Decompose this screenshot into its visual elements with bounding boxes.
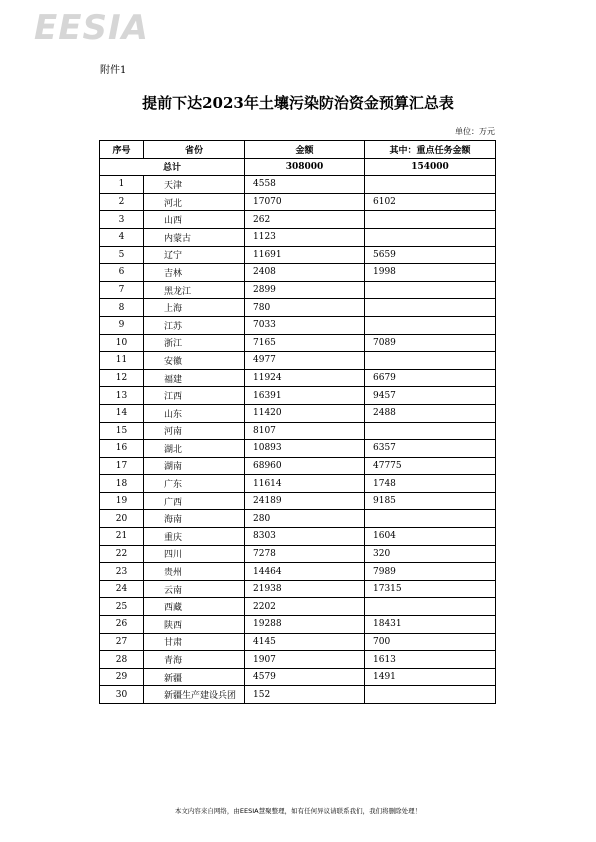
row-amount: 4977 (245, 352, 365, 370)
row-key-amount (365, 422, 496, 440)
row-no: 14 (100, 404, 144, 422)
row-key-amount (365, 598, 496, 616)
row-amount: 2202 (245, 598, 365, 616)
row-key-amount: 1748 (365, 475, 496, 493)
row-province: 福建 (144, 369, 245, 387)
table-row (100, 492, 496, 510)
row-no: 29 (100, 668, 144, 686)
row-no: 11 (100, 352, 144, 370)
row-amount: 16391 (245, 387, 365, 405)
row-key-amount: 6679 (365, 369, 496, 387)
row-province: 广西 (144, 492, 245, 510)
table-row (100, 651, 496, 669)
row-key-amount: 1613 (365, 651, 496, 669)
table-header-row (100, 141, 496, 159)
row-province: 辽宁 (144, 246, 245, 264)
table-row (100, 668, 496, 686)
row-amount: 21938 (245, 580, 365, 598)
row-amount: 10893 (245, 440, 365, 458)
row-province: 内蒙古 (144, 228, 245, 246)
budget-table (99, 140, 496, 704)
row-no: 1 (100, 176, 144, 194)
table-row (100, 686, 496, 704)
row-province: 山东 (144, 404, 245, 422)
row-key-amount: 9457 (365, 387, 496, 405)
row-province: 云南 (144, 580, 245, 598)
table-row (100, 510, 496, 528)
row-no: 4 (100, 228, 144, 246)
table-row (100, 246, 496, 264)
table-row (100, 457, 496, 475)
row-province: 湖北 (144, 440, 245, 458)
row-province: 山西 (144, 211, 245, 229)
row-key-amount: 1491 (365, 668, 496, 686)
table-row (100, 616, 496, 634)
row-province: 新疆生产建设兵团 (144, 686, 245, 704)
row-amount: 4579 (245, 668, 365, 686)
table-row (100, 369, 496, 387)
row-amount: 11691 (245, 246, 365, 264)
row-key-amount (365, 211, 496, 229)
row-no: 21 (100, 528, 144, 546)
table-row (100, 598, 496, 616)
row-province: 贵州 (144, 563, 245, 581)
row-province: 上海 (144, 299, 245, 317)
row-amount: 4558 (245, 176, 365, 194)
row-amount: 4145 (245, 633, 365, 651)
row-province: 广东 (144, 475, 245, 493)
row-key-amount: 17315 (365, 580, 496, 598)
row-province: 湖南 (144, 457, 245, 475)
row-amount: 780 (245, 299, 365, 317)
row-key-amount: 5659 (365, 246, 496, 264)
row-no: 8 (100, 299, 144, 317)
row-no: 13 (100, 387, 144, 405)
total-amount: 308000 (245, 158, 365, 176)
row-amount: 1123 (245, 228, 365, 246)
table-row (100, 422, 496, 440)
row-amount: 1907 (245, 651, 365, 669)
row-province: 江苏 (144, 316, 245, 334)
table-row (100, 352, 496, 370)
row-key-amount (365, 228, 496, 246)
row-key-amount: 1998 (365, 264, 496, 282)
table-row (100, 633, 496, 651)
eesia-logo: EESIA (34, 8, 149, 48)
row-key-amount: 6102 (365, 193, 496, 211)
row-no: 28 (100, 651, 144, 669)
row-no: 10 (100, 334, 144, 352)
table-row (100, 545, 496, 563)
row-no: 16 (100, 440, 144, 458)
header-province: 省份 (144, 141, 245, 159)
row-key-amount: 9185 (365, 492, 496, 510)
row-key-amount: 18431 (365, 616, 496, 634)
row-province: 陕西 (144, 616, 245, 634)
row-province: 天津 (144, 176, 245, 194)
table-row (100, 281, 496, 299)
unit-label: 单位：万元 (455, 127, 495, 136)
row-amount: 19288 (245, 616, 365, 634)
table-row (100, 475, 496, 493)
table-row (100, 580, 496, 598)
table-row (100, 528, 496, 546)
row-amount: 262 (245, 211, 365, 229)
row-no: 26 (100, 616, 144, 634)
footer-note: 本文内容来自网络，由EESIA慧聚整理，如有任何异议请联系我们，我们将删除处理！ (174, 807, 422, 815)
row-amount: 7165 (245, 334, 365, 352)
row-key-amount: 47775 (365, 457, 496, 475)
table-row (100, 316, 496, 334)
row-no: 19 (100, 492, 144, 510)
table-row (100, 228, 496, 246)
table-row (100, 299, 496, 317)
row-province: 浙江 (144, 334, 245, 352)
row-amount: 7033 (245, 316, 365, 334)
row-no: 20 (100, 510, 144, 528)
total-row (100, 158, 496, 176)
header-no: 序号 (100, 141, 144, 159)
row-no: 5 (100, 246, 144, 264)
row-no: 22 (100, 545, 144, 563)
row-no: 12 (100, 369, 144, 387)
table-row (100, 387, 496, 405)
row-province: 安徽 (144, 352, 245, 370)
row-amount: 11614 (245, 475, 365, 493)
row-amount: 14464 (245, 563, 365, 581)
row-key-amount (365, 316, 496, 334)
row-key-amount (365, 299, 496, 317)
row-amount: 7278 (245, 545, 365, 563)
row-key-amount: 1604 (365, 528, 496, 546)
row-province: 河北 (144, 193, 245, 211)
row-no: 18 (100, 475, 144, 493)
row-no: 25 (100, 598, 144, 616)
table-row (100, 211, 496, 229)
header-key-amount: 其中：重点任务金额 (365, 141, 496, 159)
row-province: 海南 (144, 510, 245, 528)
row-amount: 8107 (245, 422, 365, 440)
row-amount: 280 (245, 510, 365, 528)
row-key-amount: 6357 (365, 440, 496, 458)
row-no: 9 (100, 316, 144, 334)
row-province: 吉林 (144, 264, 245, 282)
row-no: 24 (100, 580, 144, 598)
row-no: 7 (100, 281, 144, 299)
row-no: 6 (100, 264, 144, 282)
table-row (100, 563, 496, 581)
row-key-amount (365, 686, 496, 704)
table-row (100, 440, 496, 458)
row-amount: 152 (245, 686, 365, 704)
row-province: 青海 (144, 651, 245, 669)
row-amount: 17070 (245, 193, 365, 211)
total-key-amount: 154000 (365, 158, 496, 176)
row-amount: 68960 (245, 457, 365, 475)
row-key-amount: 2488 (365, 404, 496, 422)
table-row (100, 193, 496, 211)
row-no: 23 (100, 563, 144, 581)
row-key-amount (365, 510, 496, 528)
row-key-amount: 700 (365, 633, 496, 651)
row-province: 甘肃 (144, 633, 245, 651)
row-province: 新疆 (144, 668, 245, 686)
row-province: 黑龙江 (144, 281, 245, 299)
row-amount: 2899 (245, 281, 365, 299)
table-row (100, 334, 496, 352)
header-amount: 金额 (245, 141, 365, 159)
page-title: 提前下达2023年土壤污染防治资金预算汇总表 (142, 94, 454, 112)
row-no: 3 (100, 211, 144, 229)
row-key-amount: 7089 (365, 334, 496, 352)
row-amount: 24189 (245, 492, 365, 510)
row-key-amount (365, 281, 496, 299)
row-province: 西藏 (144, 598, 245, 616)
row-key-amount (365, 176, 496, 194)
row-key-amount: 7989 (365, 563, 496, 581)
row-province: 四川 (144, 545, 245, 563)
table-row (100, 176, 496, 194)
total-label: 总计 (100, 158, 245, 176)
attachment-label: 附件1 (100, 65, 127, 76)
row-key-amount (365, 352, 496, 370)
row-amount: 11420 (245, 404, 365, 422)
row-key-amount: 320 (365, 545, 496, 563)
row-no: 2 (100, 193, 144, 211)
table-row (100, 404, 496, 422)
row-province: 河南 (144, 422, 245, 440)
row-no: 15 (100, 422, 144, 440)
row-amount: 11924 (245, 369, 365, 387)
table-row (100, 264, 496, 282)
row-no: 17 (100, 457, 144, 475)
row-province: 江西 (144, 387, 245, 405)
row-no: 30 (100, 686, 144, 704)
row-no: 27 (100, 633, 144, 651)
row-province: 重庆 (144, 528, 245, 546)
row-amount: 8303 (245, 528, 365, 546)
row-amount: 2408 (245, 264, 365, 282)
